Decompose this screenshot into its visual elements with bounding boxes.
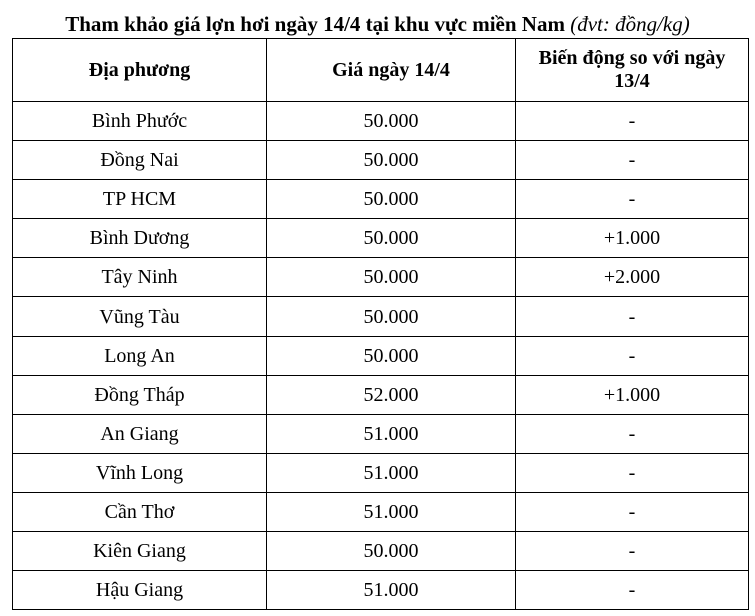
- table-row: [13, 571, 749, 610]
- cell-locality: Long An: [13, 336, 267, 375]
- cell-price: 51.000: [267, 414, 516, 453]
- cell-change: -: [516, 102, 749, 141]
- cell-price: 51.000: [267, 453, 516, 492]
- table-row: [13, 453, 749, 492]
- table-row: [13, 219, 749, 258]
- cell-price: 51.000: [267, 571, 516, 610]
- table-caption: [0, 10, 755, 38]
- cell-locality: Kiên Giang: [13, 532, 267, 571]
- cell-price: 50.000: [267, 336, 516, 375]
- cell-locality: Đồng Nai: [13, 141, 267, 180]
- cell-change: -: [516, 336, 749, 375]
- table-row: [13, 180, 749, 219]
- cell-change: -: [516, 532, 749, 571]
- header-change: Biến động so với ngày 13/4: [516, 39, 749, 102]
- cell-locality: Vũng Tàu: [13, 297, 267, 336]
- cell-change: +2.000: [516, 258, 749, 297]
- table-row: [13, 102, 749, 141]
- cell-locality: Tây Ninh: [13, 258, 267, 297]
- cell-change: -: [516, 453, 749, 492]
- cell-locality: TP HCM: [13, 180, 267, 219]
- cell-change: -: [516, 180, 749, 219]
- cell-change: -: [516, 414, 749, 453]
- table-row: [13, 532, 749, 571]
- cell-locality: Bình Dương: [13, 219, 267, 258]
- cell-locality: Đồng Tháp: [13, 375, 267, 414]
- cell-price: 50.000: [267, 180, 516, 219]
- header-locality: Địa phương: [13, 39, 267, 102]
- cell-price: 52.000: [267, 375, 516, 414]
- cell-change: -: [516, 571, 749, 610]
- header-price: Giá ngày 14/4: [267, 39, 516, 102]
- cell-locality: Vĩnh Long: [13, 453, 267, 492]
- cell-price: 50.000: [267, 297, 516, 336]
- cell-price: 50.000: [267, 141, 516, 180]
- cell-locality: Cần Thơ: [13, 492, 267, 531]
- cell-change: -: [516, 492, 749, 531]
- table-row: [13, 297, 749, 336]
- cell-price: 50.000: [267, 532, 516, 571]
- cell-price: 50.000: [267, 219, 516, 258]
- table-row: [13, 492, 749, 531]
- table-row: [13, 414, 749, 453]
- caption-title: Tham khảo giá lợn hơi ngày 14/4 tại khu vực miền Nam: [65, 12, 565, 36]
- cell-change: +1.000: [516, 375, 749, 414]
- cell-locality: An Giang: [13, 414, 267, 453]
- cell-price: 51.000: [267, 492, 516, 531]
- table-row: [13, 258, 749, 297]
- cell-change: -: [516, 141, 749, 180]
- cell-change: -: [516, 297, 749, 336]
- table-row: [13, 141, 749, 180]
- table-header-row: [13, 39, 749, 102]
- price-table: [12, 38, 749, 610]
- cell-price: 50.000: [267, 258, 516, 297]
- table-row: [13, 375, 749, 414]
- cell-change: +1.000: [516, 219, 749, 258]
- cell-locality: Bình Phước: [13, 102, 267, 141]
- cell-locality: Hậu Giang: [13, 571, 267, 610]
- table-row: [13, 336, 749, 375]
- cell-price: 50.000: [267, 102, 516, 141]
- caption-unit: (đvt: đồng/kg): [570, 12, 690, 36]
